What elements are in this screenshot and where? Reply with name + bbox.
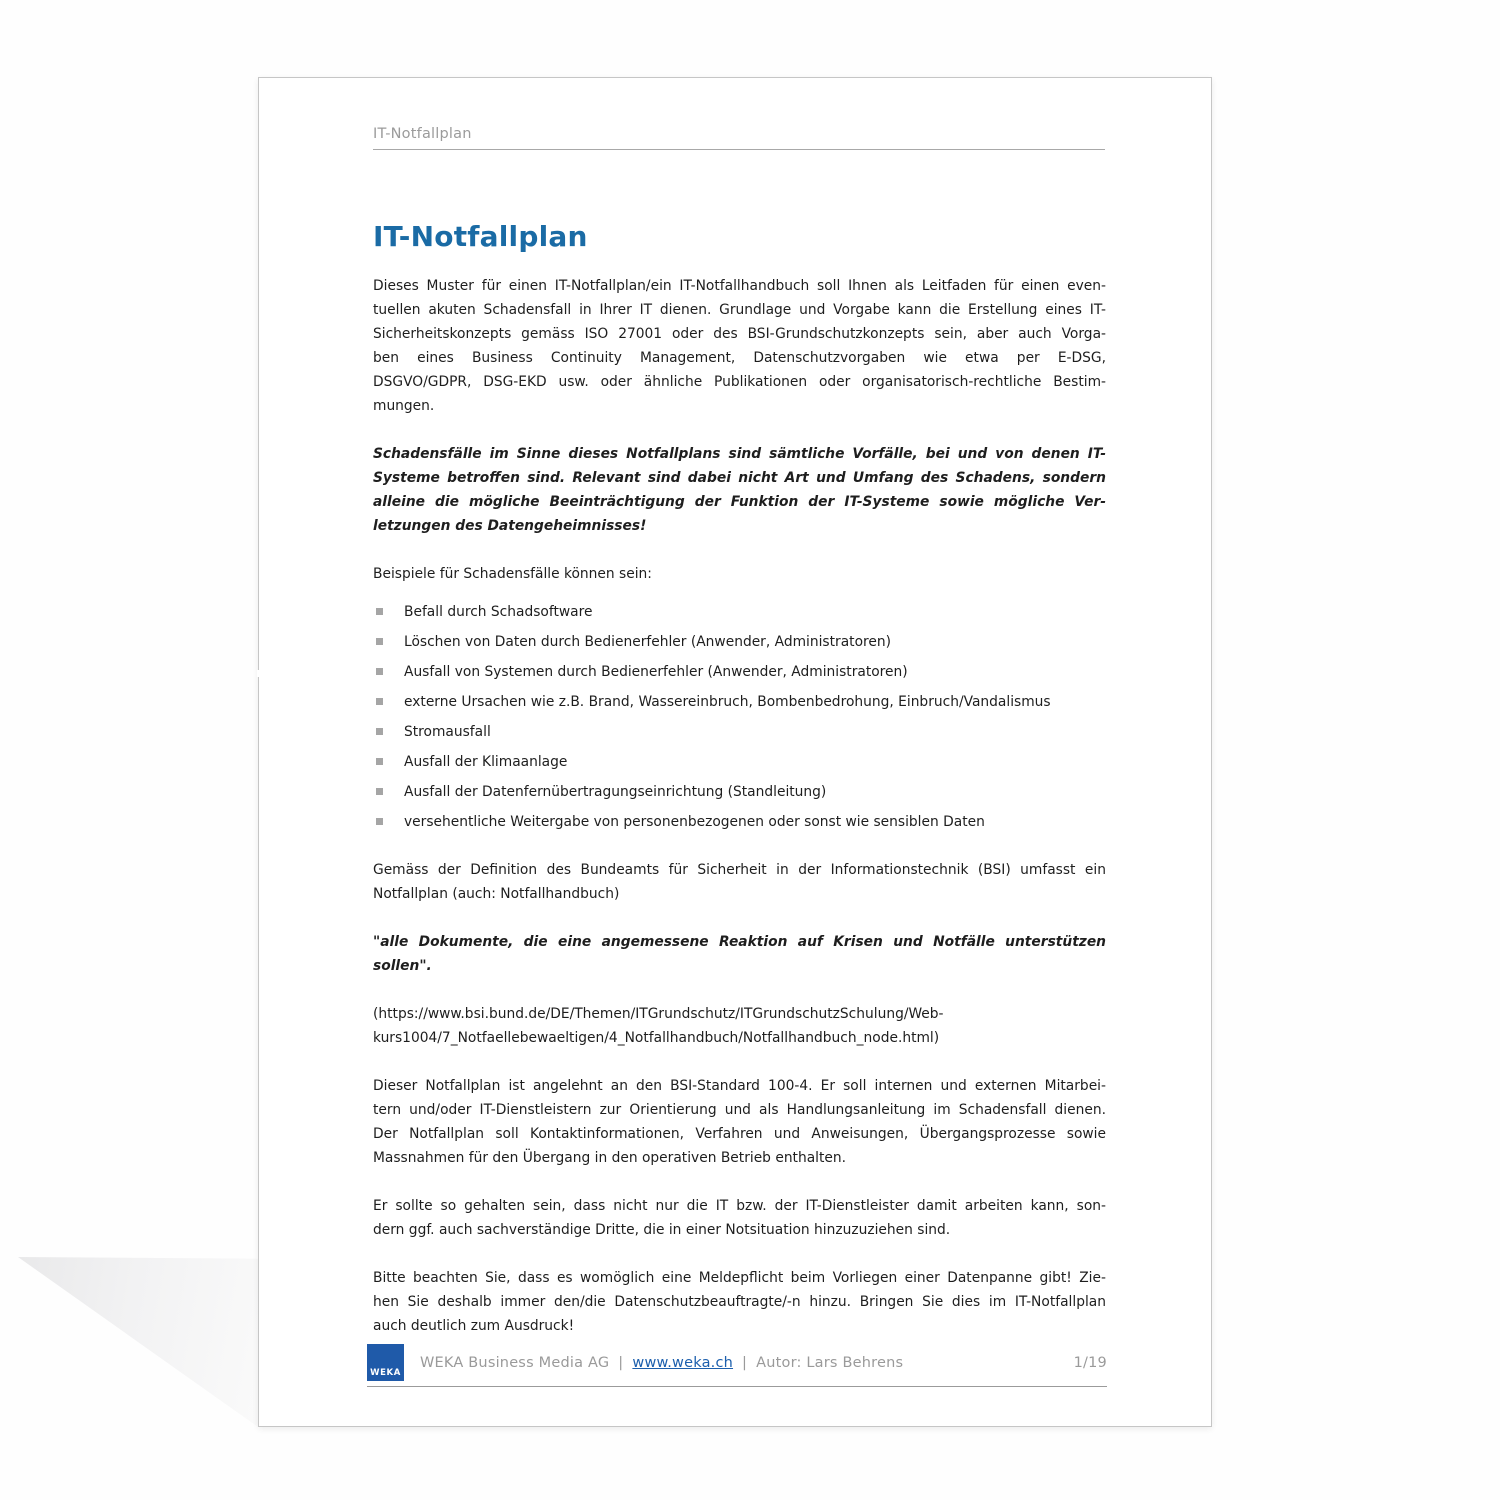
text-line: kurs1004/7_Notfaellebewaeltigen/4_Notfallhandbuch/Notfallhandbuch_node.html)	[373, 1030, 940, 1046]
list-item	[373, 810, 1106, 834]
text-line: sollen".	[373, 958, 432, 974]
text-line: Er sollte so gehalten sein, dass nicht nur die IT bzw. der IT-Dienstleister damit arbeiten kann, son-	[373, 1198, 1106, 1214]
list-item-label: Ausfall der Klimaanlage	[404, 754, 568, 770]
list-item	[373, 780, 1106, 804]
footer-separator: |	[742, 1354, 748, 1371]
text-line: Der Notfallplan soll Kontaktinformationen, Verfahren und Anweisungen, Übergangsprozesse sowie	[373, 1126, 1106, 1142]
bullet-square-icon	[376, 638, 383, 645]
bullet-square-icon	[376, 668, 383, 675]
footer-company: WEKA Business Media AG	[420, 1354, 610, 1371]
text-line: Gemäss der Definition des Bundeamts für Sicherheit in der Informationstechnik (BSI) umfasst ein	[373, 862, 1106, 878]
bullet-square-icon	[376, 698, 383, 705]
page-edge-notch	[257, 670, 261, 677]
bullet-square-icon	[376, 758, 383, 765]
text-line: letzungen des Datengeheimnisses!	[373, 518, 647, 534]
text-line: Dieses Muster für einen IT-Notfallplan/ein IT-Notfallhandbuch soll Ihnen als Leitfaden für einen even-	[373, 278, 1106, 294]
footer-separator: |	[618, 1354, 624, 1371]
text-line: Notfallplan (auch: Notfallhandbuch)	[373, 886, 620, 902]
text-line: Dieser Notfallplan ist angelehnt an den BSI-Standard 100-4. Er soll internen und externen Mitarbei-	[373, 1078, 1106, 1094]
paragraph-quote	[373, 930, 1106, 978]
paragraph-notice	[373, 1266, 1106, 1338]
text-line: alleine die mögliche Beeinträchtigung der Funktion der IT-Systeme sowie mögliche Ver-	[373, 494, 1106, 510]
text-line: dern ggf. auch sachverständige Dritte, die in einer Notsituation hinzuzuziehen sind.	[373, 1222, 951, 1238]
list-item-label: Stromausfall	[404, 724, 491, 740]
list-item-label: Ausfall von Systemen durch Bedienerfehler (Anwender, Administratoren)	[404, 664, 908, 680]
text-line: hen Sie deshalb immer den/die Datenschutzbeauftragte/-n hinzu. Bringen Sie dies im IT-Notfallplan	[373, 1294, 1106, 1310]
text-line: Schadensfälle im Sinne dieses Notfallplans sind sämtliche Vorfälle, bei und von denen IT-	[373, 446, 1106, 462]
bullet-square-icon	[376, 728, 383, 735]
text-line: Sicherheitskonzepts gemäss ISO 27001 oder des BSI-Grundschutzkonzepts sein, aber auch Vorga-	[373, 326, 1106, 342]
text-line: Massnahmen für den Übergang in den operativen Betrieb enthalten.	[373, 1150, 847, 1166]
paragraph-standard-ref	[373, 1074, 1106, 1170]
paragraph-intro	[373, 274, 1106, 418]
list-item-label: Löschen von Daten durch Bedienerfehler (Anwender, Administratoren)	[404, 634, 891, 650]
examples-lead: Beispiele für Schadensfälle können sein:	[373, 566, 652, 582]
text-line: DSGVO/GDPR, DSG-EKD usw. oder ähnliche Publikationen oder organisatorisch-rechtliche Bestim-	[373, 374, 1106, 390]
list-item	[373, 630, 1106, 654]
text-line: auch deutlich zum Ausdruck!	[373, 1318, 575, 1334]
list-item-label: Befall durch Schadsoftware	[404, 604, 593, 620]
document-page	[258, 77, 1212, 1427]
text-line: Bitte beachten Sie, dass es womöglich eine Meldepflicht beim Vorliegen einer Datenpanne gibt! Zie-	[373, 1270, 1106, 1286]
list-item	[373, 690, 1106, 714]
footer-text	[420, 1355, 903, 1371]
paragraph-bsi-definition	[373, 858, 1106, 906]
weka-logo	[367, 1344, 404, 1381]
paragraph-audience	[373, 1194, 1106, 1242]
bullet-square-icon	[376, 608, 383, 615]
text-line: ben eines Business Continuity Management, Datenschutzvorgaben wie etwa per E-DSG,	[373, 350, 1106, 366]
text-line: tern und/oder IT-Dienstleistern zur Orientierung und als Handlungsanleitung im Schadensfall dienen.	[373, 1102, 1106, 1118]
list-item-label: Ausfall der Datenfernübertragungseinrichtung (Standleitung)	[404, 784, 827, 800]
page-title: IT-Notfallplan	[373, 220, 588, 253]
bullet-square-icon	[376, 818, 383, 825]
footer-author: Autor: Lars Behrens	[756, 1354, 904, 1371]
running-title: IT-Notfallplan	[373, 126, 472, 142]
text-line: mungen.	[373, 398, 435, 414]
weka-logo-text: WEKA	[370, 1368, 401, 1378]
list-item	[373, 600, 1106, 624]
page-shadow-wedge	[18, 1257, 258, 1427]
footer-website-link[interactable]: www.weka.ch	[632, 1354, 734, 1371]
bullet-list	[373, 600, 1106, 834]
page-header	[373, 126, 1105, 150]
bullet-square-icon	[376, 788, 383, 795]
list-item	[373, 720, 1106, 744]
text-line: tuellen akuten Schadensfall in Ihrer IT dienen. Grundlage und Vorgabe kann die Erstellung eines IT-	[373, 302, 1106, 318]
list-item-label: versehentliche Weitergabe von personenbezogenen oder sonst wie sensiblen Daten	[404, 814, 985, 830]
page-number: 1/19	[1073, 1354, 1107, 1371]
paragraph-emphasis	[373, 442, 1106, 538]
paragraph-source-url	[373, 1002, 1106, 1050]
list-item	[373, 750, 1106, 774]
text-line: Systeme betroffen sind. Relevant sind dabei nicht Art und Umfang des Schadens, sondern	[373, 470, 1106, 486]
page-footer	[367, 1344, 1107, 1387]
page-content	[373, 220, 1106, 1362]
text-line: "alle Dokumente, die eine angemessene Reaktion auf Krisen und Notfälle unterstützen	[373, 934, 1106, 950]
list-item	[373, 660, 1106, 684]
list-item-label: externe Ursachen wie z.B. Brand, Wassereinbruch, Bombenbedrohung, Einbruch/Vandalismus	[404, 694, 1051, 710]
text-line: (https://www.bsi.bund.de/DE/Themen/ITGrundschutz/ITGrundschutzSchulung/Web-	[373, 1006, 944, 1022]
